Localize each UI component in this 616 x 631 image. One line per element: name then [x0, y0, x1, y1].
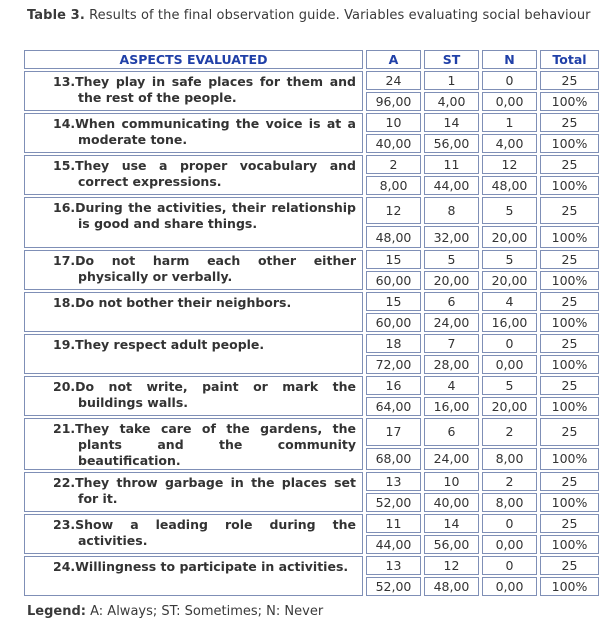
- table-caption: [27, 8, 591, 23]
- pct-n-cell: 0,00: [482, 92, 537, 111]
- pct-n-cell: 4,00: [482, 134, 537, 153]
- count-total-cell: 25: [540, 556, 599, 575]
- aspect-text: 19.They respect adult people.: [53, 337, 265, 352]
- count-st-cell: 11: [424, 155, 479, 174]
- count-a-cell: 17: [366, 418, 421, 446]
- header-total: Total: [540, 50, 599, 69]
- table-row: [24, 292, 599, 311]
- table-row: [24, 514, 599, 533]
- count-total-cell: 25: [540, 250, 599, 269]
- pct-total-cell: 100%: [540, 176, 599, 195]
- count-st-cell: 10: [424, 472, 479, 491]
- count-st-cell: 6: [424, 418, 479, 446]
- table-row: [24, 71, 599, 90]
- pct-a-cell: 48,00: [366, 226, 421, 248]
- pct-a-cell: 40,00: [366, 134, 421, 153]
- count-total-cell: 25: [540, 113, 599, 132]
- aspect-text: 24.Willingness to participate in activities.: [53, 559, 349, 574]
- header-aspect: ASPECTS EVALUATED: [24, 50, 363, 69]
- pct-st-cell: 28,00: [424, 355, 479, 374]
- caption-text: Results of the final observation guide. Variables evaluating social behaviour: [89, 8, 591, 23]
- pct-n-cell: 8,00: [482, 448, 537, 470]
- aspect-text: 17.Do not harm each other either physically or verbally.: [53, 253, 356, 284]
- count-st-cell: 7: [424, 334, 479, 353]
- table-row: [24, 250, 599, 269]
- pct-st-cell: 56,00: [424, 535, 479, 554]
- aspect-cell: [24, 556, 363, 596]
- header-n: N: [482, 50, 537, 69]
- pct-total-cell: 100%: [540, 535, 599, 554]
- table-row: [24, 418, 599, 446]
- pct-st-cell: 56,00: [424, 134, 479, 153]
- count-total-cell: 25: [540, 376, 599, 395]
- aspect-text: 20.Do not write, paint or mark the buildings walls.: [53, 379, 356, 410]
- pct-n-cell: 20,00: [482, 271, 537, 290]
- legend-text: A: Always; ST: Sometimes; N: Never: [90, 604, 324, 619]
- pct-total-cell: 100%: [540, 226, 599, 248]
- count-a-cell: 24: [366, 71, 421, 90]
- pct-n-cell: 20,00: [482, 226, 537, 248]
- count-a-cell: 10: [366, 113, 421, 132]
- pct-st-cell: 16,00: [424, 397, 479, 416]
- count-a-cell: 11: [366, 514, 421, 533]
- count-a-cell: 18: [366, 334, 421, 353]
- count-total-cell: 25: [540, 514, 599, 533]
- count-a-cell: 15: [366, 292, 421, 311]
- pct-st-cell: 20,00: [424, 271, 479, 290]
- aspect-cell: [24, 514, 363, 554]
- count-n-cell: 5: [482, 250, 537, 269]
- pct-n-cell: 16,00: [482, 313, 537, 332]
- aspect-cell: [24, 418, 363, 470]
- pct-n-cell: 8,00: [482, 493, 537, 512]
- pct-total-cell: 100%: [540, 355, 599, 374]
- count-a-cell: 12: [366, 197, 421, 224]
- pct-a-cell: 52,00: [366, 493, 421, 512]
- count-a-cell: 16: [366, 376, 421, 395]
- count-total-cell: 25: [540, 197, 599, 224]
- table-row: [24, 334, 599, 353]
- count-a-cell: 15: [366, 250, 421, 269]
- aspect-cell: [24, 292, 363, 332]
- count-total-cell: 25: [540, 418, 599, 446]
- aspect-cell: [24, 155, 363, 195]
- aspect-text: 13.They play in safe places for them and the rest of the people.: [53, 74, 356, 105]
- count-total-cell: 25: [540, 472, 599, 491]
- aspect-cell: [24, 376, 363, 416]
- count-a-cell: 13: [366, 556, 421, 575]
- pct-total-cell: 100%: [540, 493, 599, 512]
- aspect-text: 23.Show a leading role during the activities.: [53, 517, 356, 548]
- pct-total-cell: 100%: [540, 134, 599, 153]
- aspect-cell: [24, 472, 363, 512]
- pct-st-cell: 24,00: [424, 448, 479, 470]
- count-st-cell: 8: [424, 197, 479, 224]
- pct-total-cell: 100%: [540, 397, 599, 416]
- pct-a-cell: 60,00: [366, 271, 421, 290]
- table-body: [24, 71, 599, 596]
- table-row: [24, 376, 599, 395]
- header-row: [24, 50, 599, 69]
- pct-a-cell: 8,00: [366, 176, 421, 195]
- pct-n-cell: 0,00: [482, 577, 537, 596]
- count-n-cell: 2: [482, 472, 537, 491]
- count-st-cell: 12: [424, 556, 479, 575]
- count-st-cell: 14: [424, 113, 479, 132]
- table-row: [24, 155, 599, 174]
- pct-a-cell: 52,00: [366, 577, 421, 596]
- count-n-cell: 0: [482, 71, 537, 90]
- count-total-cell: 25: [540, 334, 599, 353]
- count-total-cell: 25: [540, 292, 599, 311]
- count-total-cell: 25: [540, 71, 599, 90]
- pct-n-cell: 48,00: [482, 176, 537, 195]
- table-row: [24, 472, 599, 491]
- count-a-cell: 2: [366, 155, 421, 174]
- aspect-cell: [24, 113, 363, 153]
- count-st-cell: 4: [424, 376, 479, 395]
- count-n-cell: 0: [482, 556, 537, 575]
- count-st-cell: 1: [424, 71, 479, 90]
- count-st-cell: 6: [424, 292, 479, 311]
- aspect-text: 21.They take care of the gardens, the plants and the community beautification.: [53, 421, 356, 468]
- pct-n-cell: 20,00: [482, 397, 537, 416]
- pct-st-cell: 4,00: [424, 92, 479, 111]
- aspect-text: 18.Do not bother their neighbors.: [53, 295, 292, 310]
- aspect-cell: [24, 71, 363, 111]
- count-n-cell: 12: [482, 155, 537, 174]
- count-n-cell: 5: [482, 197, 537, 224]
- pct-st-cell: 32,00: [424, 226, 479, 248]
- pct-n-cell: 0,00: [482, 355, 537, 374]
- pct-total-cell: 100%: [540, 271, 599, 290]
- aspect-text: 22.They throw garbage in the places set for it.: [53, 475, 356, 506]
- count-total-cell: 25: [540, 155, 599, 174]
- count-a-cell: 13: [366, 472, 421, 491]
- count-n-cell: 0: [482, 334, 537, 353]
- table-row: [24, 197, 599, 224]
- legend: [27, 604, 323, 619]
- header-a: A: [366, 50, 421, 69]
- count-n-cell: 4: [482, 292, 537, 311]
- legend-label: Legend:: [27, 604, 86, 619]
- header-st: ST: [424, 50, 479, 69]
- aspect-text: 16.During the activities, their relationship is good and share things.: [53, 200, 356, 231]
- pct-a-cell: 64,00: [366, 397, 421, 416]
- pct-a-cell: 44,00: [366, 535, 421, 554]
- count-n-cell: 1: [482, 113, 537, 132]
- pct-n-cell: 0,00: [482, 535, 537, 554]
- aspect-cell: [24, 250, 363, 290]
- pct-st-cell: 40,00: [424, 493, 479, 512]
- count-st-cell: 14: [424, 514, 479, 533]
- pct-a-cell: 72,00: [366, 355, 421, 374]
- aspect-text: 15.They use a proper vocabulary and correct expressions.: [53, 158, 356, 189]
- pct-st-cell: 44,00: [424, 176, 479, 195]
- pct-total-cell: 100%: [540, 313, 599, 332]
- count-n-cell: 5: [482, 376, 537, 395]
- table-row: [24, 113, 599, 132]
- pct-a-cell: 96,00: [366, 92, 421, 111]
- count-st-cell: 5: [424, 250, 479, 269]
- pct-a-cell: 60,00: [366, 313, 421, 332]
- aspect-cell: [24, 197, 363, 248]
- pct-a-cell: 68,00: [366, 448, 421, 470]
- aspect-cell: [24, 334, 363, 374]
- table-row: [24, 556, 599, 575]
- observation-table: [21, 48, 602, 598]
- pct-st-cell: 48,00: [424, 577, 479, 596]
- pct-total-cell: 100%: [540, 577, 599, 596]
- pct-total-cell: 100%: [540, 448, 599, 470]
- aspect-text: 14.When communicating the voice is at a moderate tone.: [53, 116, 356, 147]
- count-n-cell: 2: [482, 418, 537, 446]
- caption-label: Table 3.: [27, 8, 85, 23]
- pct-st-cell: 24,00: [424, 313, 479, 332]
- pct-total-cell: 100%: [540, 92, 599, 111]
- count-n-cell: 0: [482, 514, 537, 533]
